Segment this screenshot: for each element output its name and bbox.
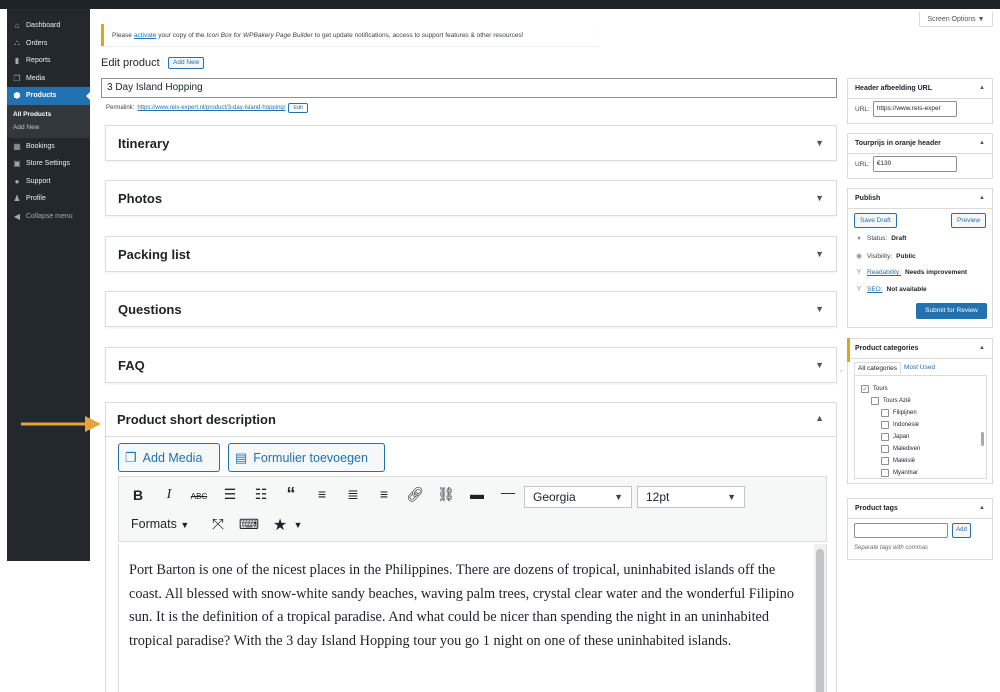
media-icon: ❐ (13, 73, 21, 83)
yoast-icon: Y (856, 269, 862, 276)
checkbox[interactable] (881, 409, 889, 417)
products-icon: ⬢ (13, 91, 21, 101)
metabox-title: Photos (118, 191, 163, 206)
chevron-down-icon[interactable]: ▼ (815, 249, 824, 259)
checkbox-checked[interactable]: ✓ (862, 386, 868, 393)
editor-scrollbar[interactable] (814, 544, 826, 692)
box-title[interactable] (848, 499, 992, 519)
seo-row (855, 286, 927, 293)
box-title[interactable] (848, 189, 992, 209)
box-title[interactable] (848, 79, 992, 99)
category-indonesie[interactable] (881, 420, 919, 430)
divider-mark: - (840, 366, 843, 375)
font-family-select[interactable] (524, 486, 632, 508)
submit-for-review-button[interactable]: Submit for Review (916, 303, 987, 319)
fullscreen-icon[interactable]: ⤧ (211, 516, 224, 533)
pin-icon: ♦ (857, 235, 861, 242)
unlink-icon[interactable]: ⛓ (437, 486, 455, 502)
add-form-button[interactable] (228, 443, 385, 472)
notice-text: to get update notifications, access to support features & other resources! (314, 31, 524, 39)
add-tag-button[interactable]: Add (952, 523, 971, 538)
tab-most-used[interactable]: Most Used (901, 362, 938, 374)
calendar-icon: ▦ (13, 141, 21, 151)
formats-dropdown[interactable] (131, 517, 189, 531)
sidebar-item-dashboard[interactable] (7, 17, 90, 35)
sidebar-item-label: Collapse menu (26, 212, 73, 220)
category-japan[interactable] (881, 432, 909, 442)
sidebar-item-label: Dashboard (26, 22, 61, 30)
save-draft-button[interactable]: Save Draft (854, 213, 897, 228)
chevron-down-icon: ▼ (614, 492, 623, 502)
sidebar-item-label: Profile (26, 195, 46, 203)
collapse-icon: ◀ (13, 211, 21, 221)
metabox-title: Itinerary (118, 136, 170, 151)
chevron-up-icon[interactable]: ▲ (815, 413, 824, 423)
category-label: Malediven (893, 446, 921, 452)
eye-icon: ◉ (855, 253, 863, 260)
category-tours[interactable] (861, 384, 888, 394)
permalink-label: Permalink: (106, 105, 135, 111)
add-media-label: Add Media (142, 450, 203, 465)
header-image-box (847, 78, 993, 124)
settings-icon: ▣ (13, 159, 21, 169)
add-form-label: Formulier toevoegen (253, 450, 368, 465)
tour-price-box (847, 133, 993, 179)
box-title[interactable] (848, 339, 992, 359)
product-tags-box (847, 498, 993, 560)
metabox-photos[interactable] (105, 180, 837, 216)
add-media-button[interactable] (118, 443, 220, 472)
metabox-title: FAQ (118, 358, 145, 373)
checkbox[interactable] (881, 433, 889, 441)
yoast-icon: Y (856, 286, 862, 293)
category-label: Filipijnen (893, 410, 917, 416)
category-scrollbar[interactable] (981, 432, 984, 446)
checkbox[interactable] (881, 445, 889, 453)
url-label: URL: (855, 160, 870, 168)
submenu-all-products[interactable]: All Products (13, 110, 52, 118)
publish-box (847, 188, 993, 328)
scrollbar-thumb[interactable] (816, 549, 824, 692)
checkbox[interactable] (871, 397, 879, 405)
category-checklist (854, 375, 987, 479)
products-submenu (7, 105, 90, 138)
italic-icon[interactable]: I (166, 487, 172, 502)
chevron-down-icon[interactable]: ▼ (815, 360, 824, 370)
media-icon: ❐ (125, 449, 137, 465)
metabox-title: Packing list (118, 247, 191, 262)
chevron-down-icon[interactable]: ▼ (815, 193, 824, 203)
sidebar-item-support[interactable] (7, 173, 90, 191)
star-icon[interactable]: ★ (272, 517, 288, 534)
bold-icon[interactable]: B (132, 487, 144, 503)
status-value: Draft (891, 235, 907, 242)
highlight-arrow-icon (21, 414, 103, 434)
sidebar-item-orders[interactable] (7, 35, 90, 53)
align-left-icon[interactable]: ≡ (317, 486, 327, 502)
sidebar-item-bookings[interactable] (7, 138, 90, 156)
orders-icon: ⛬ (14, 38, 20, 48)
box-title[interactable] (848, 134, 992, 154)
notice-plugin-name: Icon Box for WPBakery Page Builder (206, 31, 313, 39)
screen-options-button[interactable]: Screen Options ▼ (919, 12, 993, 27)
horizontal-line-icon[interactable]: — (501, 484, 515, 500)
sidebar-item-store-settings[interactable] (7, 155, 90, 173)
readability-value: Needs improvement (904, 269, 968, 276)
checkbox[interactable] (881, 457, 889, 465)
category-label: Tours Azië (883, 398, 911, 404)
chevron-up-icon[interactable]: ▲ (979, 195, 985, 201)
sidebar-item-profile[interactable] (7, 190, 90, 208)
readability-link[interactable]: Readability: (867, 269, 901, 276)
visibility-row (855, 252, 916, 260)
checkbox[interactable] (881, 421, 889, 429)
category-label: Tours (873, 386, 888, 392)
plugin-notice (101, 24, 599, 46)
category-tabs (854, 362, 938, 374)
category-maleisie[interactable] (881, 456, 915, 466)
formats-label: Formats (131, 517, 177, 531)
sidebar-item-label: Orders (26, 39, 48, 47)
chevron-down-icon[interactable]: ▼ (293, 520, 303, 530)
visibility-label: Visibility: (867, 252, 893, 260)
metabox-packing-list[interactable] (105, 236, 837, 272)
url-row (855, 101, 957, 117)
activate-link[interactable]: activate (133, 31, 157, 39)
metabox-questions[interactable] (105, 291, 837, 327)
box-title-text: Tourprijs in oranje header (855, 140, 941, 147)
sidebar-item-label: Products (26, 92, 57, 100)
sidebar-item-products[interactable] (7, 87, 90, 105)
checkbox[interactable] (881, 469, 889, 477)
category-tours-azie[interactable] (871, 396, 911, 406)
link-icon[interactable]: 🔗︎ (406, 486, 424, 502)
category-myanmar[interactable] (881, 468, 918, 478)
seo-value: Not available (886, 286, 927, 293)
reports-icon: ▮ (14, 56, 20, 66)
sidebar-item-reports[interactable] (7, 52, 90, 70)
form-icon: ▤ (235, 449, 248, 465)
product-categories-box (847, 338, 993, 484)
sidebar-item-label: Bookings (26, 142, 55, 150)
chevron-up-icon[interactable]: ▲ (979, 85, 985, 91)
sidebar-item-label: Reports (26, 57, 51, 65)
metabox-header[interactable] (106, 403, 836, 437)
sidebar-item-media[interactable] (7, 70, 90, 88)
category-filipijnen[interactable] (881, 408, 917, 418)
bullet-list-icon[interactable]: ☰ (223, 486, 237, 502)
metabox-title: Questions (118, 302, 182, 317)
permalink (106, 103, 308, 113)
metabox-title: Product short description (117, 412, 276, 427)
blockquote-icon[interactable]: “ (286, 484, 296, 504)
permalink-edit-button[interactable]: Edit (288, 103, 307, 113)
metabox-faq[interactable] (105, 347, 837, 383)
keyboard-icon[interactable]: ⌨ (238, 516, 260, 532)
support-icon: ● (14, 176, 20, 186)
font-family-value: Georgia (533, 490, 576, 504)
box-title-text: Product tags (855, 505, 898, 512)
profile-icon: ♟ (13, 194, 21, 204)
visibility-value: Public (896, 252, 916, 260)
admin-top-bar (0, 0, 1000, 9)
submenu-add-new[interactable]: Add New (13, 123, 40, 131)
add-new-button[interactable]: Add New (168, 57, 204, 69)
category-label: Myanmar (893, 470, 919, 476)
align-center-icon[interactable]: ≣ (347, 486, 359, 502)
chevron-down-icon: ▼ (180, 520, 190, 530)
categories-accent-bar (847, 338, 850, 362)
dashboard-icon: ⌂ (14, 21, 20, 31)
notice-text: Please (112, 31, 132, 39)
editor-text[interactable]: Port Barton is one of the nicest places in the Philippines. There are dozens of tropical, uninhabited islands off the coast. All blessed with snow-white sandy beaches, waving palm trees, crystal clear water and the wonderful Filipino sun. It is the definition of a tropical paradise. And what could be nicer than spending the night in an uninhabited tropical paradise? With the 3 day Island Hopping tour you go 1 night on one of these uninhabited islands. (129, 562, 795, 649)
preview-button[interactable]: Preview (951, 213, 986, 228)
tag-hint: Separate tags with commas (854, 545, 929, 551)
editor-content-area[interactable] (118, 544, 827, 692)
product-title-input[interactable]: 3 Day Island Hopping (101, 78, 837, 98)
status-label: Status: (867, 235, 888, 242)
chevron-up-icon[interactable]: ▲ (979, 140, 985, 146)
font-size-value: 12pt (646, 490, 670, 504)
box-title-text: Header afbeelding URL (855, 85, 933, 92)
url-row (855, 156, 957, 172)
read-more-icon[interactable]: ▬ (470, 486, 484, 502)
notice-text: your copy of the (158, 31, 205, 39)
box-title-text: Product categories (855, 345, 919, 352)
sidebar-item-label: Media (26, 74, 46, 82)
sidebar-item-collapse-menu[interactable] (7, 208, 90, 226)
chevron-up-icon[interactable]: ▲ (979, 505, 985, 511)
sidebar-item-label: Store Settings (26, 160, 70, 168)
permalink-url[interactable]: https://www.reis-expert.nl/product/3-day-island-hopping/ (137, 105, 286, 111)
category-label: Maleisië (893, 458, 916, 464)
chevron-down-icon: ▼ (727, 492, 736, 502)
chevron-down-icon[interactable]: ▼ (815, 138, 824, 148)
category-label: Japan (893, 434, 910, 440)
chevron-down-icon[interactable]: ▼ (815, 304, 824, 314)
editor-toolbar (118, 476, 827, 542)
align-right-icon[interactable]: ≡ (379, 486, 389, 502)
admin-sidebar (7, 9, 90, 561)
category-label: Indonesie (893, 422, 920, 428)
strikethrough-icon[interactable]: ABC (190, 492, 208, 501)
status-row (855, 235, 906, 242)
sidebar-item-label: Support (26, 177, 51, 185)
seo-link[interactable]: SEO: (867, 286, 883, 293)
page-title: Edit product (101, 57, 160, 69)
readability-row (855, 269, 967, 276)
font-size-select[interactable] (637, 486, 745, 508)
tag-input[interactable] (854, 523, 948, 538)
chevron-up-icon[interactable]: ▲ (979, 345, 985, 351)
url-label: URL: (855, 105, 870, 113)
tab-all-categories[interactable]: All categories (854, 362, 901, 374)
box-title-text: Publish (855, 195, 881, 202)
header-image-url-input[interactable]: https://www.reis-exper (873, 101, 957, 117)
tour-price-input[interactable]: €130 (873, 156, 957, 172)
metabox-product-short-description (105, 402, 837, 692)
category-malediven[interactable] (881, 444, 920, 454)
numbered-list-icon[interactable]: ☷ (254, 486, 268, 502)
metabox-itinerary[interactable] (105, 125, 837, 161)
